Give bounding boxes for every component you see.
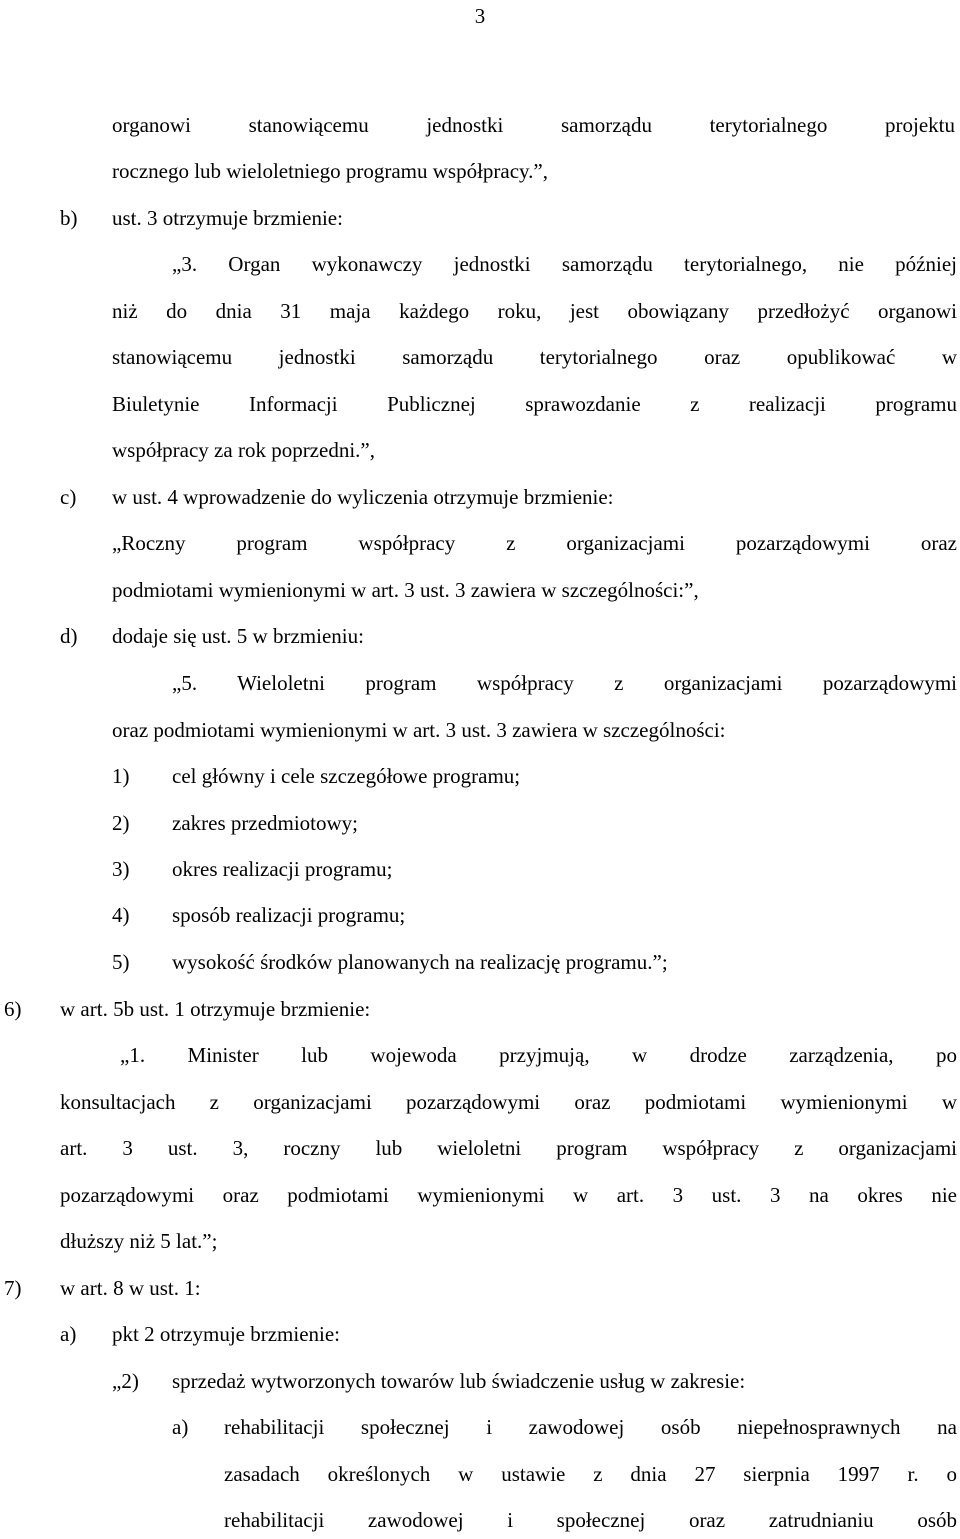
list-label: 3) [112,857,130,881]
list-label: 1) [112,764,130,788]
text-line: wysokość środków planowanych na realizację programu.”; [172,950,668,974]
text-line: w ust. 4 wprowadzenie do wyliczenia otrzymuje brzmienie: [112,485,614,509]
text-line: cel główny i cele szczegółowe programu; [172,764,521,788]
text-line: pozarządowymi oraz podmiotami wymienionymi w art. 3 ust. 3 na okres nie [60,1183,957,1207]
text-line: organowi stanowiącemu jednostki samorządu terytorialnego projektu [112,113,955,137]
text-line: oraz podmiotami wymienionymi w art. 3 ust. 3 zawiera w szczególności: [112,718,726,742]
text-line: dodaje się ust. 5 w brzmieniu: [112,624,364,648]
text-line: sprzedaż wytworzonych towarów lub świadczenie usług w zakresie: [172,1369,746,1393]
list-label: 4) [112,903,130,927]
text-line: „3. Organ wykonawczy jednostki samorządu terytorialnego, nie później [172,252,957,276]
text-line: podmiotami wymienionymi w art. 3 ust. 3 zawiera w szczególności:”, [112,578,699,602]
text-line: zasadach określonych w ustawie z dnia 27 sierpnia 1997 r. o [224,1462,957,1486]
text-line: rocznego lub wieloletniego programu współpracy.”, [112,159,548,183]
list-label: 5) [112,950,130,974]
list-label: 7) [4,1276,22,1300]
list-label: „2) [112,1369,139,1393]
text-line: niż do dnia 31 maja każdego roku, jest obowiązany przedłożyć organowi [112,299,957,323]
text-line: zakres przedmiotowy; [172,811,359,835]
list-label: a) [60,1322,77,1346]
text-line: dłuższy niż 5 lat.”; [60,1229,218,1253]
text-line: stanowiącemu jednostki samorządu terytorialnego oraz opublikować w [112,345,957,369]
text-line: w art. 8 w ust. 1: [60,1276,201,1300]
text-line: okres realizacji programu; [172,857,393,881]
page-number: 3 [474,4,486,28]
text-line: pkt 2 otrzymuje brzmienie: [112,1322,341,1346]
text-line: ust. 3 otrzymuje brzmienie: [112,206,343,230]
list-label: c) [60,485,77,509]
text-line: w art. 5b ust. 1 otrzymuje brzmienie: [60,997,371,1021]
text-line: sposób realizacji programu; [172,903,406,927]
list-label: a) [172,1415,189,1439]
text-line: rehabilitacji społecznej i zawodowej osób niepełnosprawnych na [224,1415,957,1439]
text-line: „1. Minister lub wojewoda przyjmują, w drodze zarządzenia, po [120,1043,957,1067]
list-label: 2) [112,811,130,835]
list-label: 6) [4,997,22,1021]
text-line: współpracy za rok poprzedni.”, [112,438,375,462]
text-line: konsultacjach z organizacjami pozarządowymi oraz podmiotami wymienionymi w [60,1090,957,1114]
text-line: rehabilitacji zawodowej i społecznej oraz zatrudnianiu osób [224,1508,957,1532]
text-line: „5. Wieloletni program współpracy z organizacjami pozarządowymi [172,671,957,695]
list-label: b) [60,206,78,230]
list-label: d) [60,624,78,648]
text-line: art. 3 ust. 3, roczny lub wieloletni program współpracy z organizacjami [60,1136,957,1160]
text-line: Biuletynie Informacji Publicznej sprawozdanie z realizacji programu [112,392,957,416]
text-line: „Roczny program współpracy z organizacjami pozarządowymi oraz [112,531,957,555]
